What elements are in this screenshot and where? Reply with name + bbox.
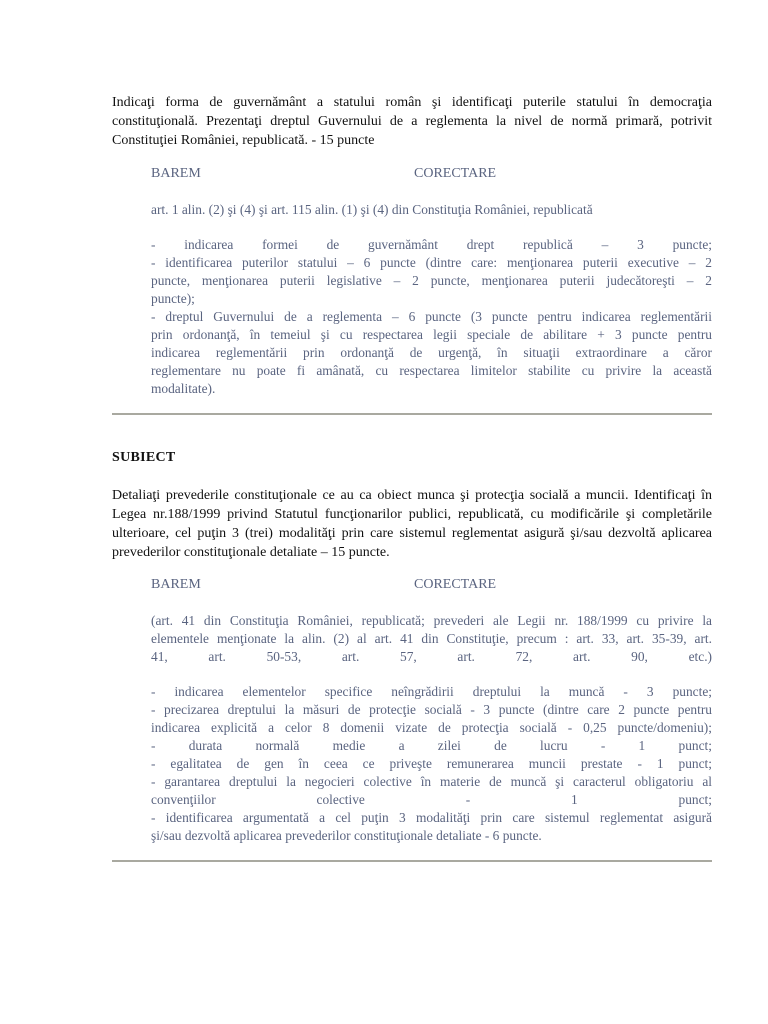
corectare-label: CORECTARE <box>414 577 497 592</box>
scoring-line: - identificarea puterilor statului – 6 puncte (dintre care: menţionarea puterii executive – 2 <box>151 255 712 270</box>
scoring-line: - precizarea dreptului la măsuri de protecţie socială - 3 puncte (dintre care 2 puncte pentru <box>151 702 712 717</box>
scoring-line: indicarea explicită a celor 8 domenii vizate de protecţia socială - 0,25 puncte/domeniu); <box>151 720 712 735</box>
scoring-line: convenţiilor colective - 1 punct; <box>151 792 712 807</box>
barem-label: BAREM <box>151 577 201 592</box>
reference-2-line: 41, art. 50-53, art. 57, art. 72, art. 90, etc.) <box>151 649 712 664</box>
scoring-line: - indicarea elementelor specifice neîngrădirii dreptului la muncă - 3 puncte; <box>151 684 712 699</box>
scoring-line: indicarea reglementării prin ordonanţă de urgenţă, în situaţii extraordinare a căror <box>151 345 712 360</box>
scoring-line: - egalitatea de gen în ceea ce priveşte remunerarea muncii prestate - 1 punct; <box>151 756 712 771</box>
scoring-line: - identificarea argumentată a cel puţin 3 modalităţi prin care sistemul reglementat asigură <box>151 810 712 825</box>
scoring-line: - indicarea formei de guvernământ drept republică – 3 puncte; <box>151 237 712 252</box>
reference-2-line: elementele menţionate la alin. (2) al art. 41 din Constituţie, precum : art. 33, art. 35-39, art. <box>151 631 712 646</box>
scoring-line: - garantarea dreptului la negocieri colective în materie de muncă şi caracterul obligatoriu al <box>151 774 712 789</box>
scoring-line: puncte, menţionarea puterii legislative – 2 puncte, menţionarea puterii judecătoreşti – 2 <box>151 273 712 288</box>
subject-heading: SUBIECT <box>112 450 176 465</box>
corectare-label: CORECTARE <box>414 166 497 181</box>
scoring-line: reglementare nu poate fi amânată, cu respectarea limitelor stabilite cu privire la această <box>151 363 712 378</box>
scoring-line: şi/sau dezvoltă aplicarea prevederilor constituţionale detaliate - 6 puncte. <box>151 828 542 843</box>
reference-2 <box>151 612 712 666</box>
scoring-line: - dreptul Guvernului de a reglementa – 6 puncte (3 puncte pentru indicarea reglementării <box>151 309 712 324</box>
scoring-line: modalitate). <box>151 381 216 396</box>
scoring-list-1 <box>151 236 712 398</box>
scoring-line: puncte); <box>151 291 195 306</box>
section-divider <box>112 860 712 862</box>
scoring-list-2 <box>151 683 712 845</box>
barem-label: BAREM <box>151 166 201 181</box>
question-1-text: Indicaţi forma de guvernământ a statului român şi identificaţi puterile statului în democraţia constituţională. Prezentaţi dreptul Guvernului de a reglementa la nivel de normă primară, potrivit Constituţiei României, republicată. - 15 puncte <box>112 95 712 148</box>
section-divider <box>112 413 712 415</box>
reference-1-line: art. 1 alin. (2) şi (4) şi art. 115 alin. (1) şi (4) din Constituţia României, republicată <box>151 202 593 217</box>
reference-1 <box>151 201 712 219</box>
scoring-line: prin ordonanţă, în temeiul şi cu respectarea legii speciale de abilitare + 3 puncte pentru <box>151 327 712 342</box>
scoring-line: - durata normală medie a zilei de lucru - 1 punct; <box>151 738 712 753</box>
reference-2-line: (art. 41 din Constituţia României, republicată; prevederi ale Legii nr. 188/1999 cu privire la <box>151 613 712 628</box>
question-2-text: Detaliaţi prevederile constituţionale ce au ca obiect munca şi protecţia socială a muncii. Identificaţi în Legea nr.188/1999 privind Statutul funcţionarilor publici, republicată, cu modificările şi completările ulterioare, cel puţin 3 (trei) modalităţi prin care sistemul reglementat asigură şi/sau dezvoltă aplicarea prevederilor constituţionale detaliate – 15 puncte. <box>112 488 712 560</box>
